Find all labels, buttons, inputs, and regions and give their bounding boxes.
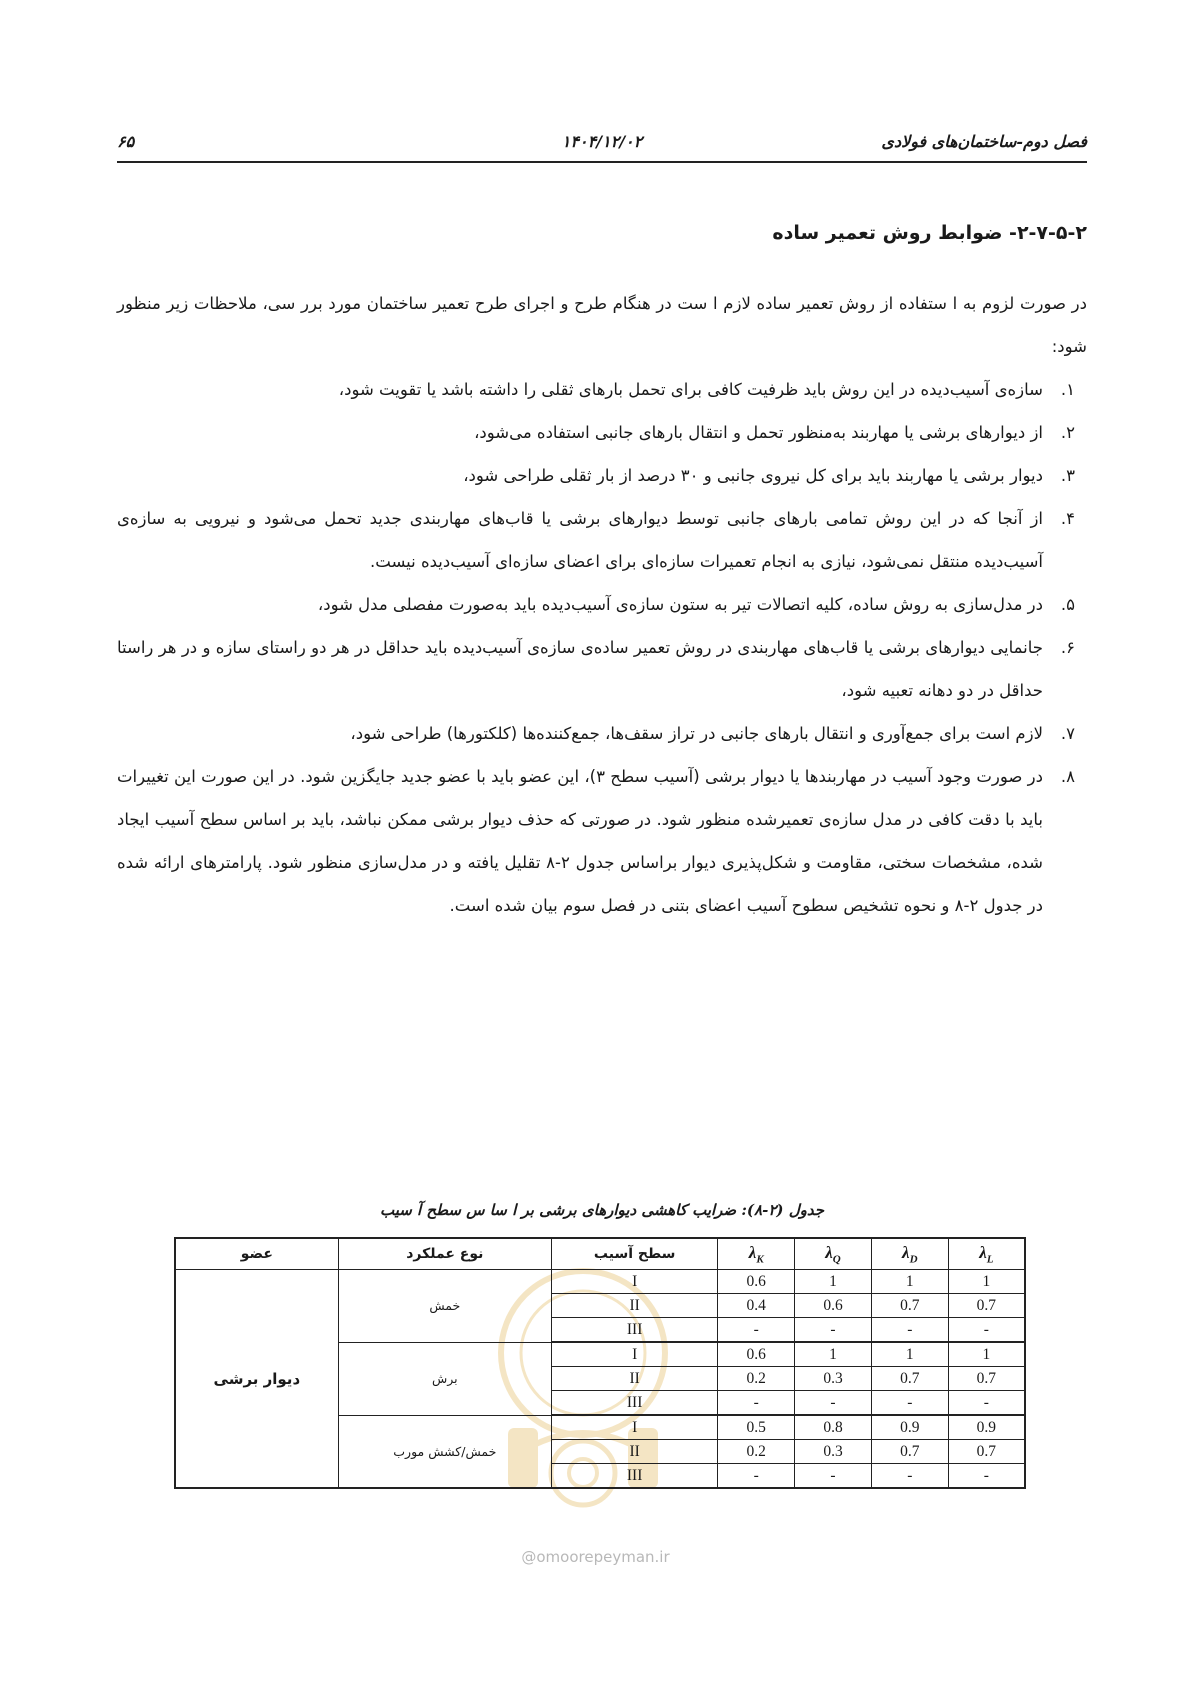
lambda-q-cell: - bbox=[795, 1464, 872, 1489]
item-text: جانمایی دیوارهای برشی یا قاب‌های مهاربندی در روش تعمیر ساده‌ی سازه‌ی آسیب‌دیده باید حداقل در هر دو راستای سازه و در هر راستا حداقل در دو دهانه تعبیه شود، bbox=[117, 638, 1043, 700]
lambda-q-cell: - bbox=[795, 1391, 872, 1416]
item-number: ۴. bbox=[1060, 509, 1075, 528]
header-level: سطح آسیب bbox=[551, 1238, 717, 1270]
action-cell: برش bbox=[338, 1342, 551, 1415]
level-cell: II bbox=[551, 1367, 717, 1391]
lambda-l-cell: - bbox=[948, 1464, 1025, 1489]
watermark-text: @omoorepeyman.ir bbox=[521, 1548, 670, 1566]
level-cell: I bbox=[551, 1342, 717, 1367]
lambda-d-cell: 0.7 bbox=[871, 1367, 948, 1391]
action-cell: خمش/کشش مورب bbox=[338, 1415, 551, 1488]
lambda-k-cell: - bbox=[718, 1391, 795, 1416]
item-number: ۷. bbox=[1060, 724, 1075, 743]
lambda-k-cell: 0.2 bbox=[718, 1440, 795, 1464]
list-item bbox=[117, 626, 1087, 712]
item-text: از دیوارهای برشی یا مهاربند به‌منظور تحمل و انتقال بارهای جانبی استفاده می‌شود، bbox=[474, 423, 1043, 442]
lambda-l-cell: 0.7 bbox=[948, 1440, 1025, 1464]
reduction-factors-table bbox=[174, 1237, 1026, 1489]
lambda-q-cell: 0.6 bbox=[795, 1294, 872, 1318]
lambda-d-cell: 0.7 bbox=[871, 1294, 948, 1318]
item-number: ۳. bbox=[1060, 466, 1075, 485]
level-cell: II bbox=[551, 1440, 717, 1464]
header-action: نوع عملکرد bbox=[338, 1238, 551, 1270]
level-cell: II bbox=[551, 1294, 717, 1318]
lambda-q-cell: - bbox=[795, 1318, 872, 1343]
table-row bbox=[175, 1270, 1025, 1294]
lambda-l-cell: 1 bbox=[948, 1270, 1025, 1294]
item-number: ۸. bbox=[1060, 767, 1075, 786]
item-number: ۱. bbox=[1060, 380, 1075, 399]
intro-paragraph: در صورت لزوم به ا ستفاده از روش تعمیر ساده لازم ا ست در هنگام طرح و اجرای طرح تعمیر ساختمان مورد برر سی، ملاحظات زیر منظور شود: bbox=[117, 294, 1087, 356]
lambda-k-cell: 0.2 bbox=[718, 1367, 795, 1391]
item-number: ۵. bbox=[1060, 595, 1075, 614]
item-text: در مدل‌سازی به روش ساده، کلیه اتصالات تیر به ستون سازه‌ی آسیب‌دیده باید به‌صورت مفصلی مدل شود، bbox=[317, 595, 1043, 614]
header-lambda-d: $\lambda_D$ bbox=[871, 1238, 948, 1270]
lambda-q-cell: 0.3 bbox=[795, 1440, 872, 1464]
lambda-q-cell: 0.3 bbox=[795, 1367, 872, 1391]
lambda-l-cell: 0.7 bbox=[948, 1367, 1025, 1391]
header-date: ۱۴۰۴/۱۲/۰۲ bbox=[561, 132, 643, 151]
lambda-k-cell: - bbox=[718, 1318, 795, 1343]
lambda-d-cell: - bbox=[871, 1318, 948, 1343]
level-cell: I bbox=[551, 1415, 717, 1440]
member-cell: دیوار برشی bbox=[175, 1270, 338, 1489]
body-text bbox=[117, 282, 1087, 927]
lambda-q-cell: 1 bbox=[795, 1342, 872, 1367]
table-header-row bbox=[175, 1238, 1025, 1270]
list-item bbox=[117, 497, 1087, 583]
lambda-d-cell: 0.9 bbox=[871, 1415, 948, 1440]
lambda-d-cell: - bbox=[871, 1464, 948, 1489]
item-text: سازه‌ی آسیب‌دیده در این روش باید ظرفیت کافی برای تحمل بارهای ثقلی را داشته باشد یا تقویت شود، bbox=[338, 380, 1043, 399]
page-number: ۶۵ bbox=[117, 132, 135, 151]
lambda-d-cell: - bbox=[871, 1391, 948, 1416]
header-lambda-k: $\lambda_K$ bbox=[718, 1238, 795, 1270]
page-header bbox=[117, 132, 1087, 154]
lambda-k-cell: - bbox=[718, 1464, 795, 1489]
level-cell: I bbox=[551, 1270, 717, 1294]
header-lambda-l: $\lambda_L$ bbox=[948, 1238, 1025, 1270]
lambda-k-cell: 0.5 bbox=[718, 1415, 795, 1440]
lambda-d-cell: 0.7 bbox=[871, 1440, 948, 1464]
lambda-d-cell: 1 bbox=[871, 1270, 948, 1294]
item-number: ۲. bbox=[1060, 423, 1075, 442]
chapter-title: فصل دوم-ساختمان‌های فولادی bbox=[881, 132, 1087, 151]
table-caption: جدول (۲-۸): ضرایب کاهشی دیوارهای برشی بر ا سا س سطح آ سیب bbox=[379, 1201, 824, 1219]
level-cell: III bbox=[551, 1464, 717, 1489]
action-cell: خمش bbox=[338, 1270, 551, 1343]
list-item bbox=[117, 454, 1087, 497]
header-lambda-q: $\lambda_Q$ bbox=[795, 1238, 872, 1270]
list-item bbox=[117, 755, 1087, 927]
item-text: در صورت وجود آسیب در مهاربندها یا دیوار برشی (آسیب سطح ۳)، این عضو باید با عضو جدید جایگزین شود. در این صورت این تغییرات باید با دقت کافی در مدل سازه‌ی تعمیرشده منظور شود. در صورتی که حذف دیوار برشی ممکن نباشد، باید بر اساس سطح آسیب ایجاد شده، مشخصات سختی، مقاومت و شکل‌پذیری دیوار براساس جدول ۲-۸ تقلیل یافته و در مدل‌سازی منظور شود. پارامترهای ارائه شده در جدول ۲-۸ و نحوه تشخیص سطوح آسیب اعضای بتنی در فصل سوم بیان شده است. bbox=[117, 767, 1043, 915]
lambda-l-cell: - bbox=[948, 1391, 1025, 1416]
lambda-l-cell: 0.9 bbox=[948, 1415, 1025, 1440]
level-cell: III bbox=[551, 1391, 717, 1416]
level-cell: III bbox=[551, 1318, 717, 1343]
lambda-l-cell: - bbox=[948, 1318, 1025, 1343]
lambda-d-cell: 1 bbox=[871, 1342, 948, 1367]
requirements-list bbox=[117, 368, 1087, 927]
lambda-l-cell: 0.7 bbox=[948, 1294, 1025, 1318]
item-text: لازم است برای جمع‌آوری و انتقال بارهای جانبی در تراز سقف‌ها، جمع‌کننده‌ها (کلکتورها) طراحی شود، bbox=[350, 724, 1043, 743]
list-item bbox=[117, 368, 1087, 411]
lambda-k-cell: 0.6 bbox=[718, 1342, 795, 1367]
list-item bbox=[117, 583, 1087, 626]
list-item bbox=[117, 712, 1087, 755]
lambda-q-cell: 1 bbox=[795, 1270, 872, 1294]
section-title: ۲-۷-۵-۲- ضوابط روش تعمیر ساده bbox=[772, 222, 1087, 244]
lambda-q-cell: 0.8 bbox=[795, 1415, 872, 1440]
list-item bbox=[117, 411, 1087, 454]
item-text: دیوار برشی یا مهاربند باید برای کل نیروی جانبی و ۳۰ درصد از بار ثقلی طراحی شود، bbox=[463, 466, 1043, 485]
lambda-l-cell: 1 bbox=[948, 1342, 1025, 1367]
item-number: ۶. bbox=[1060, 638, 1075, 657]
lambda-k-cell: 0.4 bbox=[718, 1294, 795, 1318]
header-divider bbox=[117, 161, 1087, 163]
header-member: عضو bbox=[175, 1238, 338, 1270]
lambda-k-cell: 0.6 bbox=[718, 1270, 795, 1294]
item-text: از آنجا که در این روش تمامی بارهای جانبی توسط دیوارهای برشی یا قاب‌های مهاربندی جدید تحمل می‌شود و نیرویی به سازه‌ی آسیب‌دیده منتقل نمی‌شود، نیازی به انجام تعمیرات سازه‌ای برای اعضای سازه‌ای آسیب‌دیده نیست. bbox=[117, 509, 1043, 571]
